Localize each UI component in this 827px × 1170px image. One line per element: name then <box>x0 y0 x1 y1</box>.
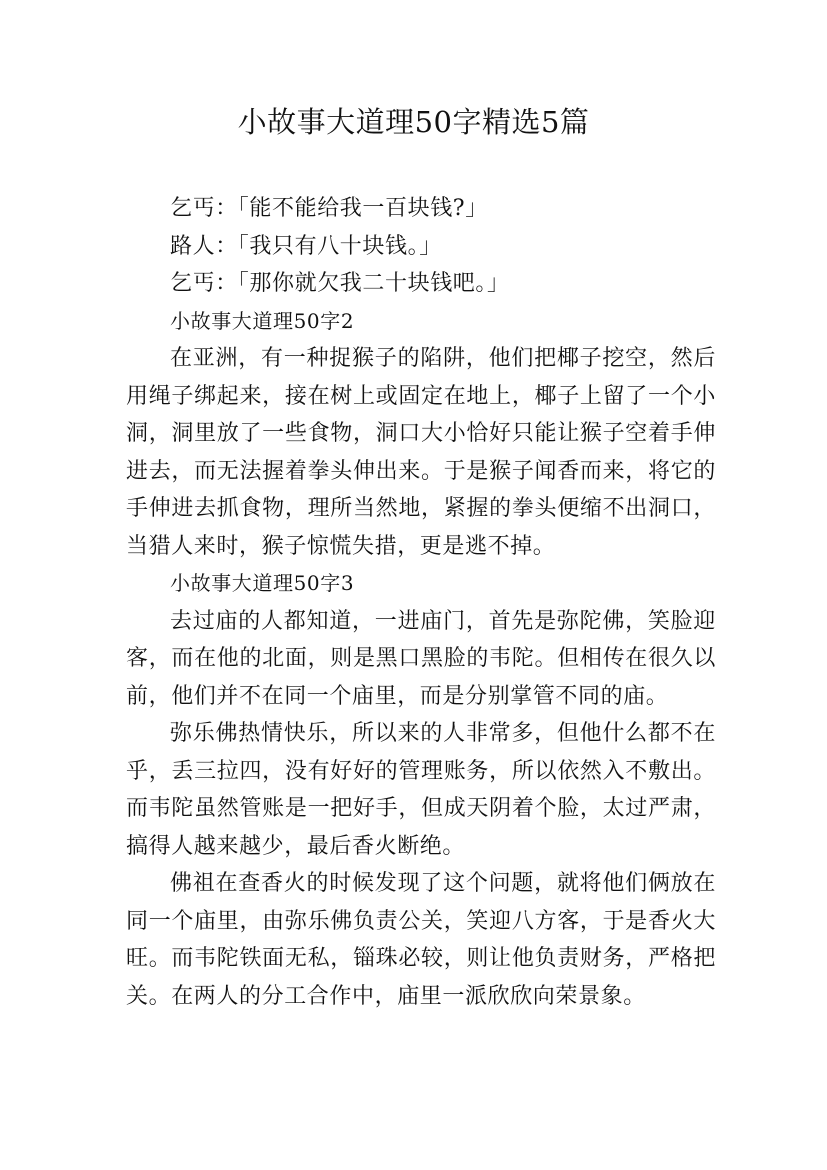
body-paragraph: 弥乐佛热情快乐，所以来的人非常多，但他什么都不在乎，丢三拉四，没有好好的管理账务，所以依然入不敷出。而韦陀虽然管账是一把好手，但成天阴着个脸，太过严肃，搞得人越来越少，最后香火断绝。 <box>126 721 716 859</box>
dialog-line: 路人：「我只有八十块钱。」 <box>170 233 442 259</box>
section-heading: 小故事大道理50字2 <box>170 308 355 333</box>
dialog-line: 乞丐：「能不能给我一百块钱?」 <box>170 196 488 221</box>
body-paragraph: 佛祖在查香火的时候发现了这个问题，就将他们俩放在同一个庙里，由弥乐佛负责公关，笑迎八方客，于是香火大旺。而韦陀铁面无私，锱珠必较，则让他负责财务，严格把关。在两人的分工合作中，庙里一派欣欣向荣景象。 <box>126 871 716 1009</box>
body-paragraph: 去过庙的人都知道，一进庙门，首先是弥陀佛，笑脸迎客，而在他的北面，则是黑口黑脸的韦陀。但相传在很久以前，他们并不在同一个庙里，而是分别掌管不同的庙。 <box>126 608 716 709</box>
section-heading: 小故事大道理50字3 <box>170 571 355 595</box>
document-body <box>126 190 716 1015</box>
body-paragraph: 在亚洲，有一种捉猴子的陷阱，他们把椰子挖空，然后用绳子绑起来，接在树上或固定在地上，椰子上留了一个小洞，洞里放了一些食物，洞口大小恰好只能让猴子空着手伸进去，而无法握着拳头伸出来。于是猴子闻香而来，将它的手伸进去抓食物，理所当然地，紧握的拳头便缩不出洞口，当猎人来时，猴子惊慌失措，更是逃不掉。 <box>126 346 716 559</box>
dialog-line: 乞丐：「那你就欠我二十块钱吧。」 <box>170 271 510 296</box>
document-title: 小故事大道理50字精选5篇 <box>237 105 590 139</box>
